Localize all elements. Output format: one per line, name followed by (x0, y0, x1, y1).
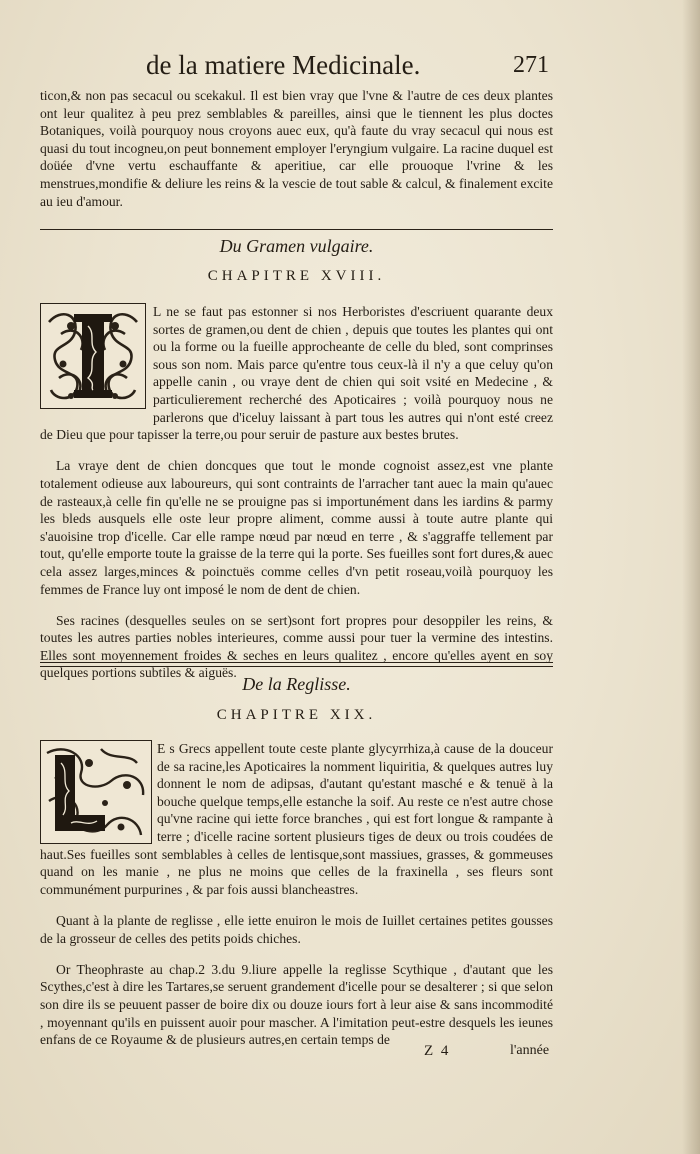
chapter-19-paragraph-2: Quant à la plante de reglisse , elle iette enuiron le mois de Iuillet certaines petites gousses de la grosseur de celles des petits poids chiches. (40, 912, 553, 946)
chapter-19-paragraph-1-text: E s Grecs appellent toute ceste plante glycyrrhiza,à cause de la douceur de sa racine,les Apoticaires la nomment liquiritia, & quelques autres luy donnent le nom de adipsas, d'autant qu'estant masché e & tenuë à la bouche quelque temps,elle estanche la soif. Au reste ce n'est autre chose qu'vne racine qui iette force branches , qui est fort longue & rampante à terre ; d'icelle racine sortent plusieurs tiges de deux ou trois coudées de haut.Ses fueilles sont semblables à celles de lentisque,sont massiues, grasses, & gommeuses quand on les manie , ne plus ne moins que celles de la fraxinella , ses fleurs sont communément purpurines , & par fois aussi blancheastres. (40, 741, 553, 897)
chapter-18-paragraph-1 (40, 303, 553, 444)
chapter-19-body (40, 740, 553, 1062)
page-edge-shadow (682, 0, 700, 1154)
chapter-19-label: CHAPITRE XIX. (216, 707, 377, 723)
chapter-18-paragraph-2: La vraye dent de chien doncques que tout le monde cognoist assez,est vne plante totalement odieuse aux laboureurs, qui sont contraints de l'arracher tant auec la main qu'auec de rasteaux,à celle fin qu'elle ne se prouigne pas si importunément dans les iardins & parmy les bleds ausquels elle oste leur propre aliment, comme aussi à toute autre plante qui s'auoisine trop d'icelle. Car elle rampe nœud par nœud en terre , & s'aggraffe tellement par tout, qu'elle emporte toute la graisse de la terre qui la porte. Ses fueilles sont fort dures,& auec cela assez larges,minces & poinctuës comme celles d'vn petit roseau,voilà pourquoy les femmes de France luy ont imposé le nom de dent de chien. (40, 458, 553, 597)
page-number: 271 (513, 52, 549, 78)
section-rule (40, 229, 553, 230)
section-rule (40, 666, 553, 667)
dropcap-spacer (40, 303, 153, 409)
chapter-18-body (40, 303, 553, 696)
chapter-19-heading: De la Reglisse. (242, 674, 351, 694)
chapter-19-paragraph-3: Or Theophraste au chap.2 3.du 9.liure appelle la reglisse Scythique , d'autant que les Scythes,c'est à dire les Tartares,se seruent grandement d'icelle pour se desalterer ; si que selon son dire ils se peuuent passer de boire dix ou douze iours fort à leur aise & sans incommodité , moyennant qu'ils en puissent auoir pour mascher. A l'imitation peut-estre desquels les ieunes enfans de ce Royaume & de plusieurs autres,en certain temps de (40, 961, 553, 1048)
continuation-paragraph: ticon,& non pas secacul ou scekakul. Il est bien vray que l'vne & l'autre de ces deux plantes ont leur qualitez à peu prez semblables & pareilles, ainsi que le tiennent les plus doctes Botaniques, voilà pourquoy nous croyons auec eux, qu'à faute du vray secacul qui nous est quasi du tout incogneu,on peut bonnement employer l'eryngium vulgaire. La racine duquel est doüée d'vne vertu eschauffante & aperitiue, car elle prouoque l'vrine & les menstrues,mondifie & deliure les reins & la vescie de tout sable & calcul, & finalement excite au ieu d'amour. (40, 88, 553, 209)
signature-mark: Z 4 (424, 1043, 451, 1059)
running-title: de la matiere Medicinale. (146, 50, 421, 80)
chapter-18-label: CHAPITRE XVIII. (207, 268, 386, 284)
chapter-18-paragraph-3: Ses racines (desquelles seules on se sert)sont fort propres pour desoppiler les reins, & toutes les autres parties nobles interieures, comme aussi pour tuer la vermine des intestins. Elles sont moyennement froides & seches en leurs qualitez , encore qu'elles ayent en soy quelques portions subtiles & aiguës. (40, 612, 553, 681)
chapter-18-heading: Du Gramen vulgaire. (219, 236, 374, 256)
chapter-19-paragraph-1 (40, 740, 553, 898)
section-rule (40, 662, 553, 663)
dropcap-spacer (40, 740, 157, 844)
continuation-block (40, 87, 553, 210)
catchword: l'année (510, 1043, 550, 1058)
chapter-18-paragraph-1-text: L ne se faut pas estonner si nos Herboristes d'escriuent quarante deux sortes de gramen,ou dent de chien , depuis que toutes les plantes qui ont ou la forme ou la fueille approcheante de celle du bled, sont comprinses sous son nom. Mais parce qu'entre tous ceux-là il n'y a que celuy qu'on appelle canin , ou vraye dent de chien qui soit vsité en Medecine , & particulierement recherché des Apoticaires ; voilà pourquoy nous ne parlerons que d'iceluy laissant à part tous les autres qui n'ont esté creez de Dieu que pour tapisser la terre,ou pour seruir de pasture aux bestes brutes. (40, 304, 553, 443)
